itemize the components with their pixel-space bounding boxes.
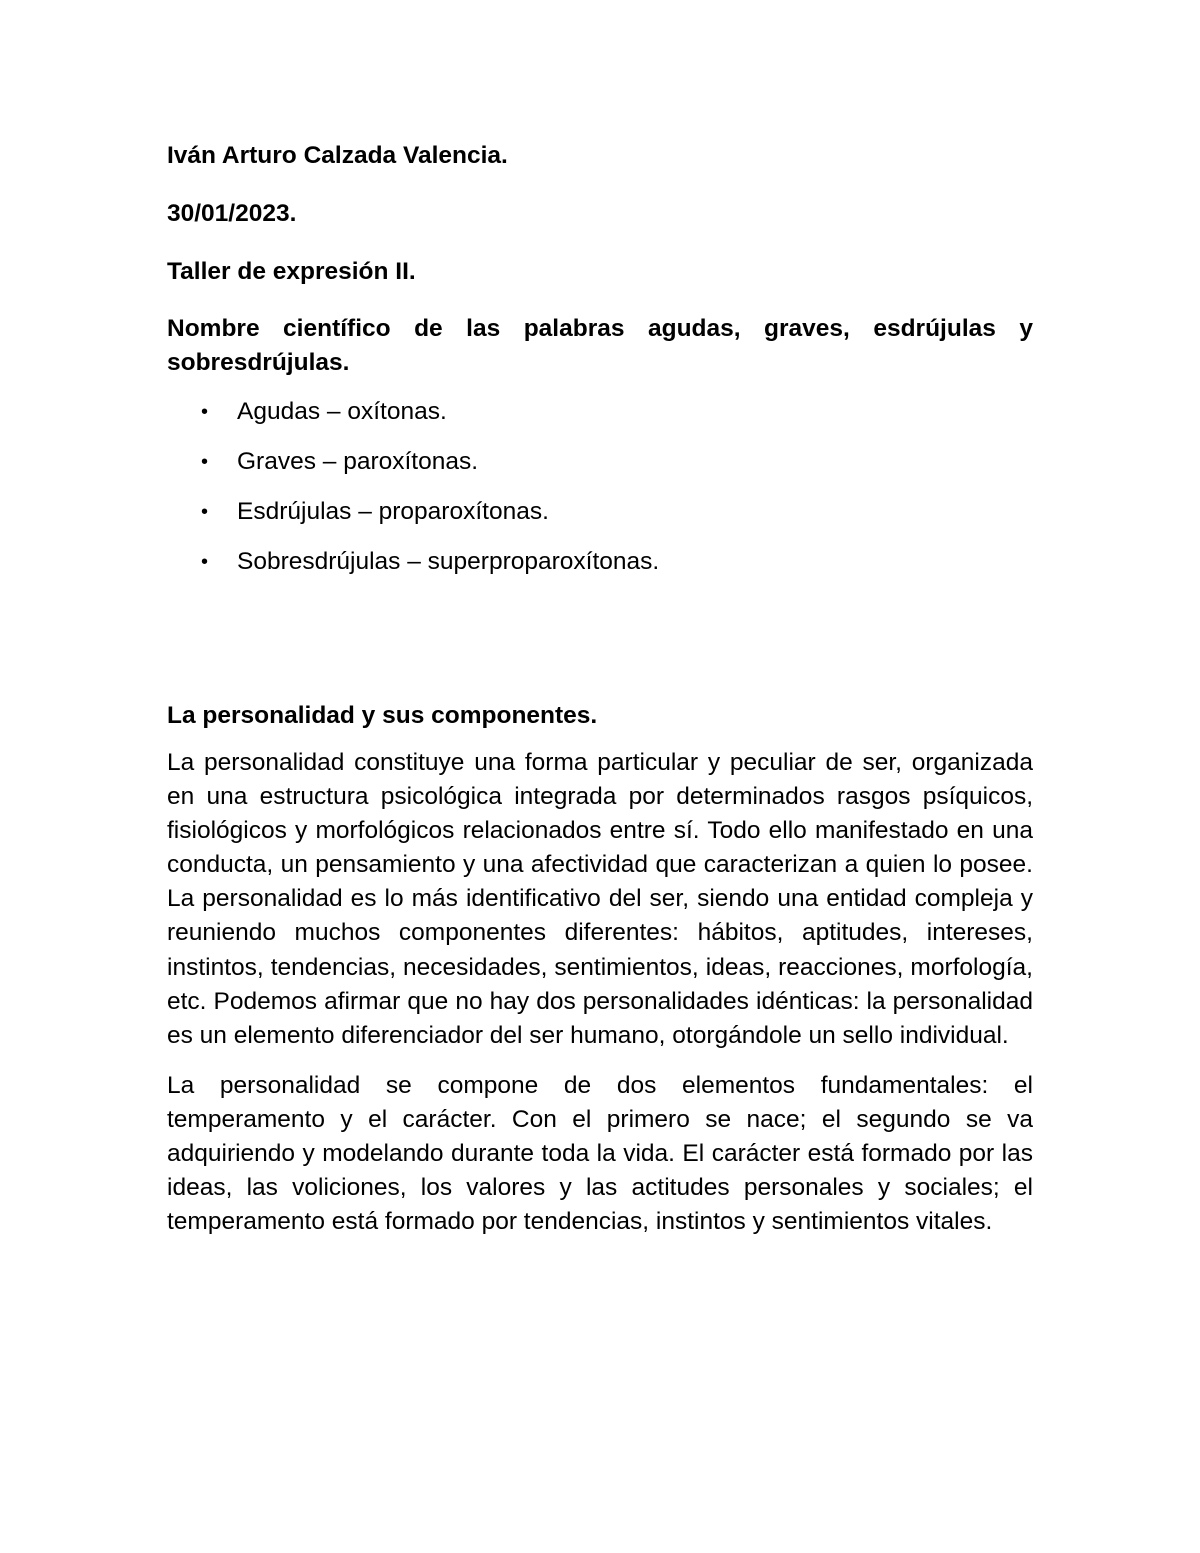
body-paragraph: La personalidad constituye una forma particular y peculiar de ser, organizada en una estructura psicológica integrada por determinados rasgos psíquicos, fisiológicos y morfológicos relacionados entre sí. Todo ello manifestado en una conducta, un pensamiento y una afectividad que caracterizan a quien lo posee. La personalidad es lo más identificativo del ser, siendo una entidad compleja y reuniendo muchos componentes diferentes: hábitos, aptitudes, intereses, instintos, tendencias, necesidades, sentimientos, ideas, reacciones, morfología, etc. Podemos afirmar que no hay dos personalidades idénticas: la personalidad es un elemento diferenciador del ser humano, otorgándole un sello individual. [167, 749, 1033, 1049]
list-item-text: Sobresdrújulas – superproparoxítonas. [237, 548, 660, 575]
word-types-list [167, 394, 1033, 594]
bullet-icon: • [201, 501, 209, 523]
list-item [167, 444, 1033, 494]
author-name: Iván Arturo Calzada Valencia. [167, 142, 508, 169]
list-item [167, 494, 1033, 544]
list-item [167, 544, 1033, 594]
bullet-icon: • [201, 451, 209, 473]
section-title-word-types: Nombre científico de las palabras agudas, graves, esdrújulas y sobresdrújulas. [167, 315, 1033, 376]
list-item [167, 394, 1033, 444]
document-date: 30/01/2023. [167, 200, 297, 227]
section-title-personality: La personalidad y sus componentes. [167, 702, 598, 729]
bullet-icon: • [201, 401, 209, 423]
course-name: Taller de expresión II. [167, 258, 416, 285]
list-item-text: Graves – paroxítonas. [237, 448, 479, 475]
document-page [167, 138, 1033, 1255]
body-paragraph: La personalidad se compone de dos elementos fundamentales: el temperamento y el carácter. Con el primero se nace; el segundo se va adquiriendo y modelando durante toda la vida. El carácter está formado por las ideas, las voliciones, los valores y las actitudes personales y sociales; el temperamento está formado por tendencias, instintos y sentimientos vitales. [167, 1071, 1033, 1236]
list-item-text: Agudas – oxítonas. [237, 398, 447, 425]
bullet-icon: • [201, 551, 209, 573]
list-item-text: Esdrújulas – proparoxítonas. [237, 498, 549, 525]
